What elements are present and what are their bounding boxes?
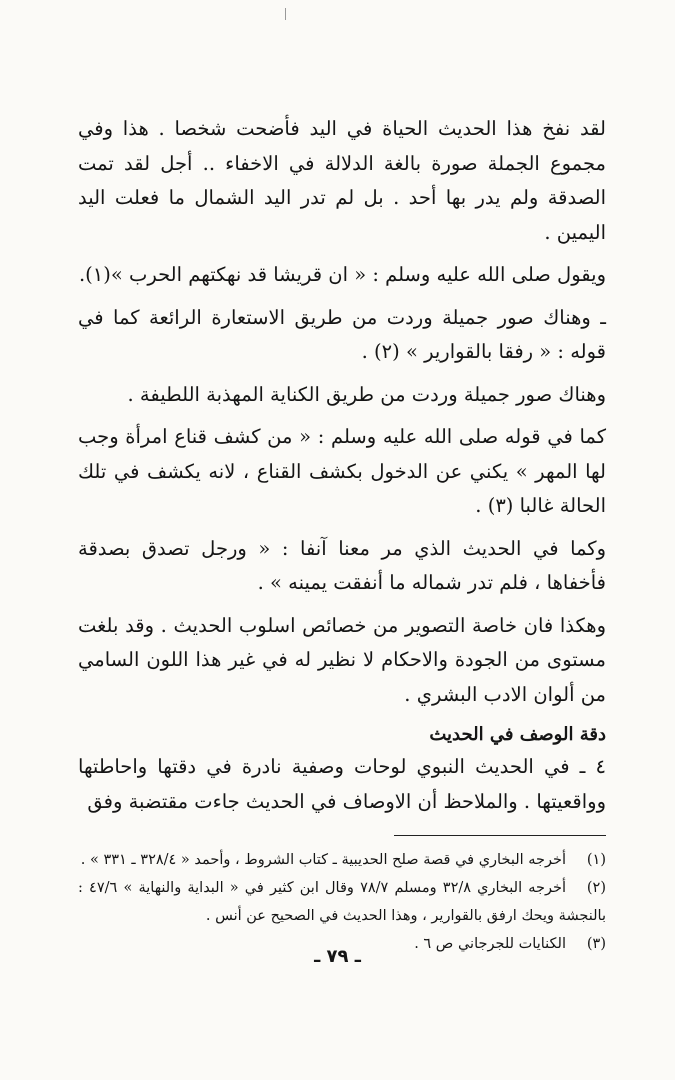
footnote-1 (78, 846, 606, 874)
page-number: ـ ٧٩ ـ (314, 946, 361, 967)
paragraph-2: ويقول صلى الله عليه وسلم : « ان قريشا قد نهكتهم الحرب »(١). (78, 263, 606, 286)
scan-mark (285, 8, 286, 20)
footnote-number: (١) (586, 852, 606, 868)
footnote-divider (394, 835, 606, 836)
footnote-text: الكنايات للجرجاني ص ٦ . (414, 936, 566, 952)
paragraph-7: وهكذا فان خاصة التصوير من خصائص اسلوب الحديث . وقد بلغت مستوى من الجودة والاحكام لا نظير له في غير هذا اللون السامي من ألوان الادب البشري . (78, 613, 606, 706)
footnote-text: أخرجه البخاري ٣٢/٨ ومسلم ٧٨/٧ وقال ابن كثير في « البداية والنهاية » ٤٧/٦ : بالنجشة ويحك ارفق بالقوارير ، وهذا الحديث في الصحيح عن أنس . (78, 880, 606, 924)
footnote-text: أخرجه البخاري في قصة صلح الحديبية ـ كتاب الشروط ، وأحمد « ٣٢٨/٤ ـ ٣٣١ » . (80, 852, 566, 868)
section-heading: دقة الوصف في الحديث (429, 724, 606, 745)
footnote-2 (78, 874, 606, 930)
paragraph-4: وهناك صور جميلة وردت من طريق الكناية المهذبة اللطيفة . (127, 382, 606, 406)
paragraph-6: وكما في الحديث الذي مر معنا آنفا : « ورجل تصدق بصدقة فأخفاها ، فلم تدر شماله ما أنفقت يمينه » . (78, 536, 606, 594)
footnote-number: (٢) (586, 880, 607, 896)
paragraph-5: كما في قوله صلى الله عليه وسلم : « من كشف قناع امرأة وجب لها المهر » يكني عن الدخول بكشف القناع ، لانه يكشف في تلك الحالة غالبا (٣) . (78, 425, 606, 517)
page-body (78, 112, 606, 958)
paragraph-8: ٤ ـ في الحديث النبوي لوحات وصفية نادرة في دقتها واحاطتها وواقعيتها . والملاحظ أن الاوصاف في الحديث جاءت مقتضبة وفق (78, 755, 606, 813)
paragraph-3: ـ وهناك صور جميلة وردت من طريق الاستعارة الرائعة كما في قوله : « رفقا بالقوارير » (٢) . (78, 305, 606, 363)
paragraph-1: لقد نفخ هذا الحديث الحياة في اليد فأضحت شخصا . هذا وفي مجموع الجملة صورة بالغة الدلالة في الاخفاء .. أجل لقد تمت الصدقة ولم يدر بها أحد . بل لم تدر اليد الشمال ما فعلت اليد اليمين . (78, 117, 606, 244)
footnote-number: (٣) (586, 936, 606, 952)
